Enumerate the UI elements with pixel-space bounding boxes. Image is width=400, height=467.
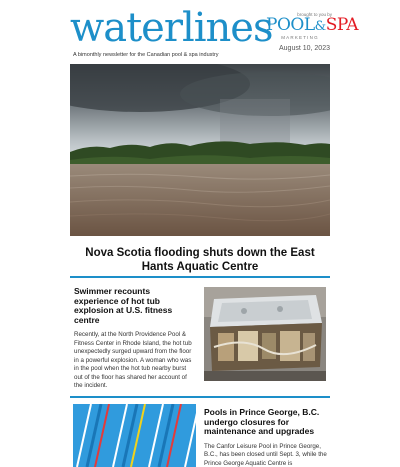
sponsor-amp: & (314, 19, 326, 34)
hero-headline[interactable]: Nova Scotia flooding shuts down the East Hants Aquatic Centre (85, 247, 315, 273)
pool-lanes-photo (73, 404, 196, 467)
story-image-pool[interactable] (73, 404, 196, 467)
flood-photo (70, 64, 330, 236)
hot-tub-photo (204, 287, 326, 381)
sponsor-logo[interactable] (266, 12, 358, 40)
newsletter-logo[interactable]: waterlines (70, 5, 273, 51)
section-divider (70, 396, 330, 398)
sponsor-subtitle: MARKETING (281, 35, 319, 40)
sponsor-caption: brought to you by (297, 12, 332, 17)
newsletter-header (70, 5, 358, 60)
story-card-prince-george (204, 408, 328, 467)
sponsor-pool: POOL (266, 15, 315, 35)
sponsor-wordmark (266, 15, 358, 35)
story-image-hot-tub[interactable] (204, 287, 326, 381)
sponsor-spa: SPA (325, 15, 358, 35)
story-body: The Canfor Leisure Pool in Prince George, B.C., has been closed until Sept. 3, while the Prince George Aquatic Centre is (204, 442, 327, 467)
story-title[interactable]: Swimmer recounts experience of hot tub explosion at U.S. fitness centre (74, 286, 173, 325)
issue-date: August 10, 2023 (279, 45, 330, 52)
newsletter-tagline: A bimonthly newsletter for the Canadian pool & spa industry (73, 52, 219, 58)
story-body: Recently, at the North Providence Pool & Fitness Center in Rhode Island, the hot tub unexpectedly surged upward from the floor in a powerful explosion. A woman who was in the pool when the hot tub nearby burst out of the floor has shared her account of the incident. (74, 331, 192, 390)
hero-image[interactable] (70, 64, 330, 236)
story-title[interactable]: Pools in Prince George, B.C. undergo closures for maintenance and upgrades (204, 407, 320, 437)
section-divider (70, 276, 330, 278)
story-card-hot-tub (74, 287, 196, 391)
